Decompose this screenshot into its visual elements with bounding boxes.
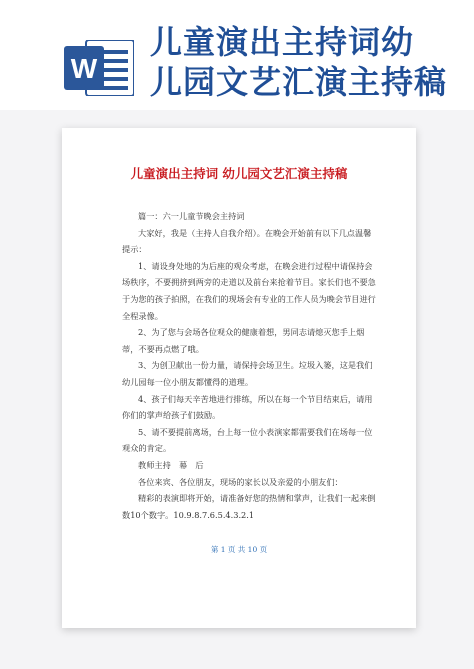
paragraph-2: 大家好，我是（主持人自我介绍）。在晚会开始前有以下几点温馨提示：: [122, 227, 372, 255]
page-number-footer: 第 1 页 共 10 页: [210, 545, 268, 554]
banner-title: [150, 22, 468, 102]
paragraph-9: 各位来宾、各位朋友，现场的家长以及亲爱的小朋友们：: [138, 476, 343, 487]
document-body: [122, 208, 376, 523]
word-icon: [64, 40, 134, 96]
word-icon-letter: W: [70, 53, 98, 84]
paragraph-6: 4、孩子们每天辛苦地进行排练，所以在每一个节目结束后，请用你们的掌声给孩子们鼓励。: [122, 393, 373, 421]
document-title: 儿童演出主持词 幼儿园文艺汇演主持稿: [130, 166, 348, 181]
paragraph-4: 2、为了您与会场各位观众的健康着想，男同志请熄灭您手上烟蒂，不要再点燃了哦。: [122, 327, 365, 354]
banner: [0, 0, 474, 110]
paragraph-10: 精彩的表演即将开始，请准备好您的热情和掌声，让我们一起来倒数10个数字。10.9.8.7.6.5.4.3.2.1: [122, 493, 376, 520]
document-page: [62, 128, 416, 628]
paragraph-1: 篇一：六一儿童节晚会主持词: [138, 211, 245, 221]
paragraph-8: 教师主持 幕 后: [138, 459, 204, 470]
banner-title-line-2: 儿园文艺汇演主持稿: [150, 63, 448, 101]
paragraph-7: 5、请不要提前离场，台上每一位小表演家都需要我们在场每一位观众的肯定。: [122, 426, 373, 454]
paragraph-3: 1、请设身处地的为后座的观众考虑，在晚会进行过程中请保持会场秩序，不要拥挤到两旁的走道以及前台来抢着节目。家长们也不要急于为您的孩子拍照，在我们的现场会有专业的工作人员为晚会节目进行全程录像。: [122, 260, 376, 321]
paragraph-5: 3、为创卫献出一份力量，请保持会场卫生。垃圾入篓，这是我们幼儿园每一位小朋友都懂得的道理。: [122, 360, 373, 387]
banner-title-line-1: 儿童演出主持词幼: [150, 23, 415, 61]
